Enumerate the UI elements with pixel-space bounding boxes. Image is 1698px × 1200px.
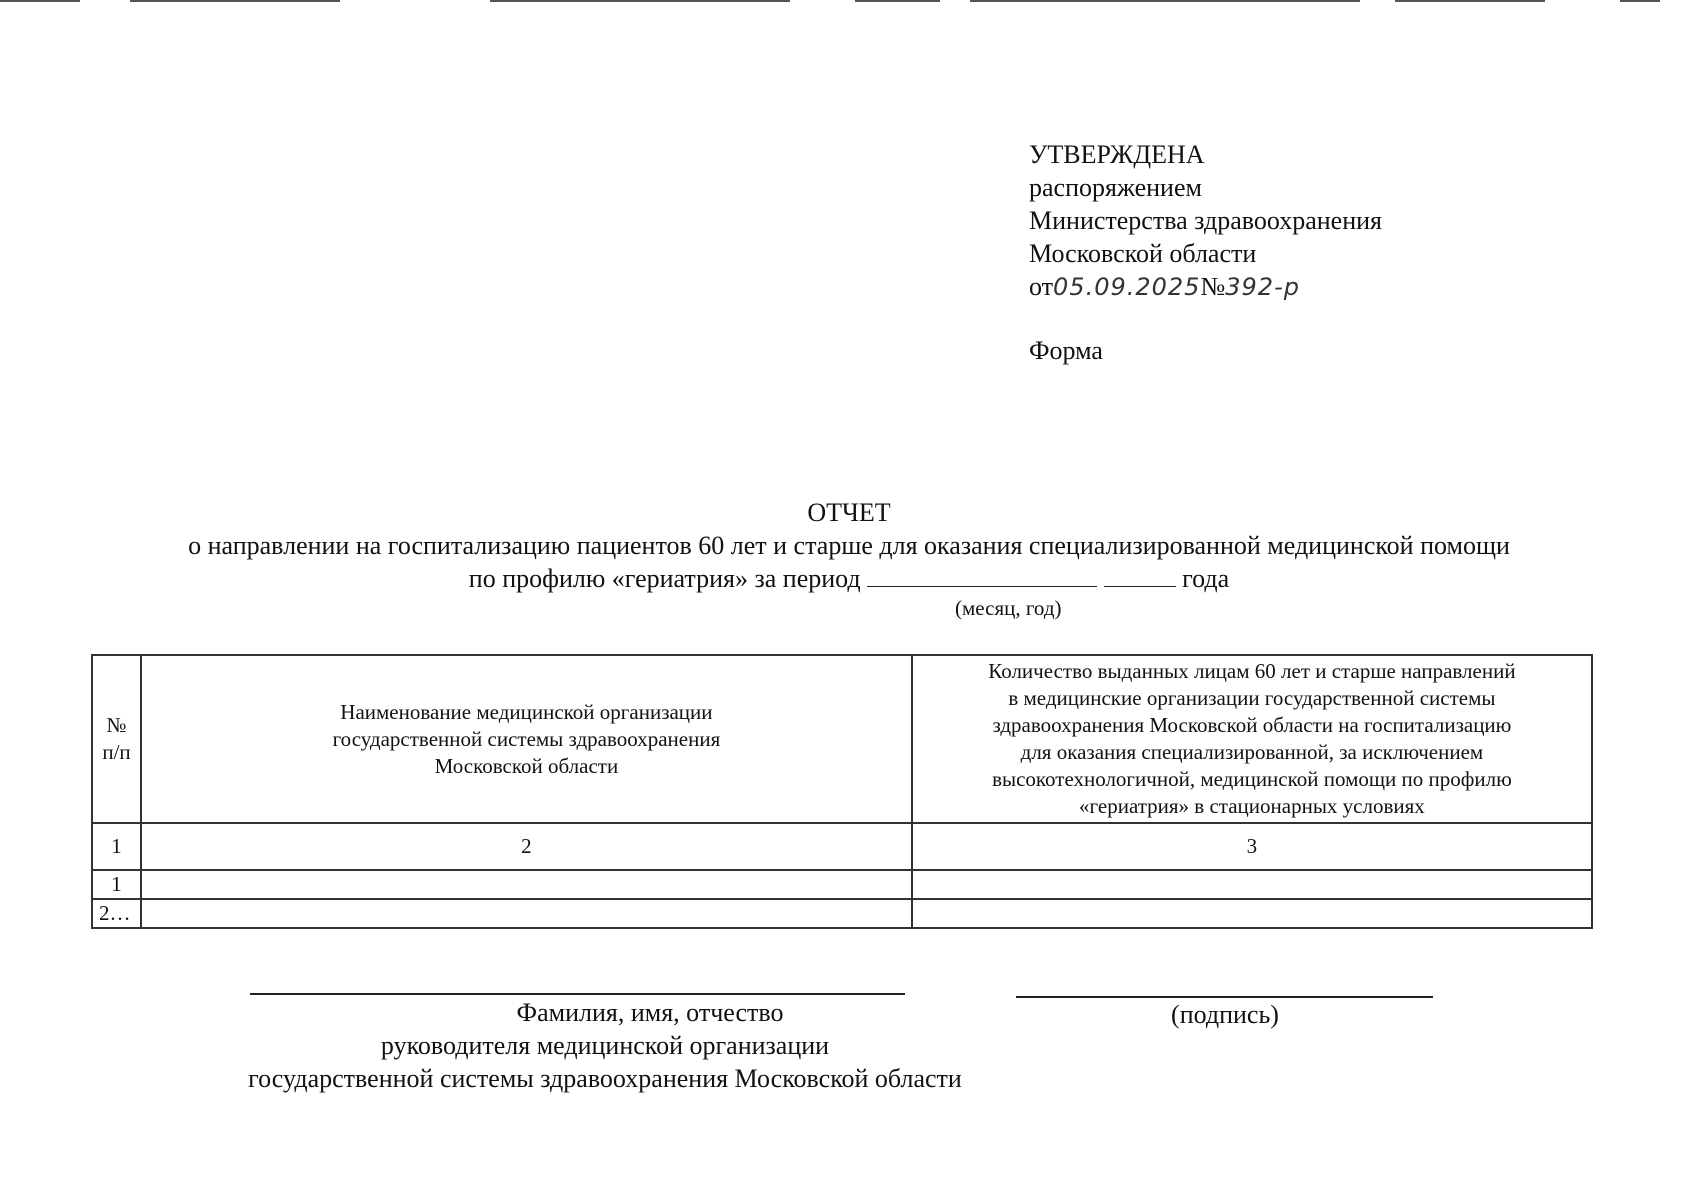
table-row	[92, 870, 1592, 899]
column-numbers-row	[92, 823, 1592, 870]
row-organization-cell[interactable]	[141, 899, 912, 928]
scan-edge-mark	[970, 0, 1360, 2]
approval-line-1: распоряжением	[1029, 173, 1202, 202]
handwritten-date: 05.09.2025	[1053, 273, 1201, 301]
header-number: № п/п	[92, 655, 141, 823]
scan-edge-mark	[490, 0, 790, 2]
row-number: 2…	[92, 899, 141, 928]
table-row	[92, 899, 1592, 928]
row-count-cell[interactable]	[912, 899, 1592, 928]
column-number-3: 3	[912, 823, 1592, 870]
name-caption-line-3: государственной системы здравоохранения Московской области	[248, 1064, 962, 1093]
approval-line-2: Министерства здравоохранения	[1029, 206, 1382, 235]
signature-caption: (подпись)	[1171, 1000, 1279, 1029]
period-prefix: по профилю «гериатрия» за период	[468, 564, 861, 593]
header-organization: Наименование медицинской организации государственной системы здравоохранения Московской области	[141, 655, 912, 823]
column-number-1: 1	[92, 823, 141, 870]
date-prefix: от	[1029, 272, 1054, 301]
name-signature-line[interactable]	[250, 993, 905, 995]
approval-line-3: Московской области	[1029, 239, 1257, 268]
report-title-block	[0, 496, 1698, 595]
month-blank-field[interactable]	[867, 564, 1097, 587]
approval-date-line	[1029, 270, 1382, 304]
name-caption	[150, 996, 1060, 1095]
row-count-cell[interactable]	[912, 870, 1592, 899]
period-suffix: года	[1182, 564, 1230, 593]
report-title: ОТЧЕТ	[807, 498, 891, 527]
table-header-row	[92, 655, 1592, 823]
row-number: 1	[92, 870, 141, 899]
number-prefix: №	[1200, 272, 1226, 301]
name-caption-line-2: руководителя медицинской организации	[380, 1031, 830, 1060]
report-table	[91, 654, 1593, 929]
name-caption-line-1: Фамилия, имя, отчество	[516, 998, 784, 1027]
header-count: Количество выданных лицам 60 лет и старше направлений в медицинские организации государственной системы здравоохранения Московской области на госпитализацию для оказания специализированной, за исключением высокотехнологичной, медицинской помощи по профилю «гериатрия» в стационарных условиях	[912, 655, 1592, 823]
scan-edge-mark	[1620, 0, 1660, 2]
row-organization-cell[interactable]	[141, 870, 912, 899]
report-subtitle-line-2	[0, 562, 1698, 595]
column-number-2: 2	[141, 823, 912, 870]
period-caption: (месяц, год)	[955, 596, 1062, 620]
scan-edge-mark	[855, 0, 940, 2]
handwritten-number: 392-р	[1225, 273, 1300, 301]
report-subtitle-line-1: о направлении на госпитализацию пациентов 60 лет и старше для оказания специализированной медицинской помощи	[188, 531, 1510, 560]
year-blank-field[interactable]	[1104, 564, 1176, 587]
scan-edge-mark	[1395, 0, 1545, 2]
scan-edge-mark	[130, 0, 340, 2]
approval-heading: УТВЕРЖДЕНА	[1029, 140, 1205, 169]
scan-edge-mark	[0, 0, 80, 2]
form-label: Форма	[1029, 336, 1103, 365]
approval-block	[1029, 138, 1382, 304]
